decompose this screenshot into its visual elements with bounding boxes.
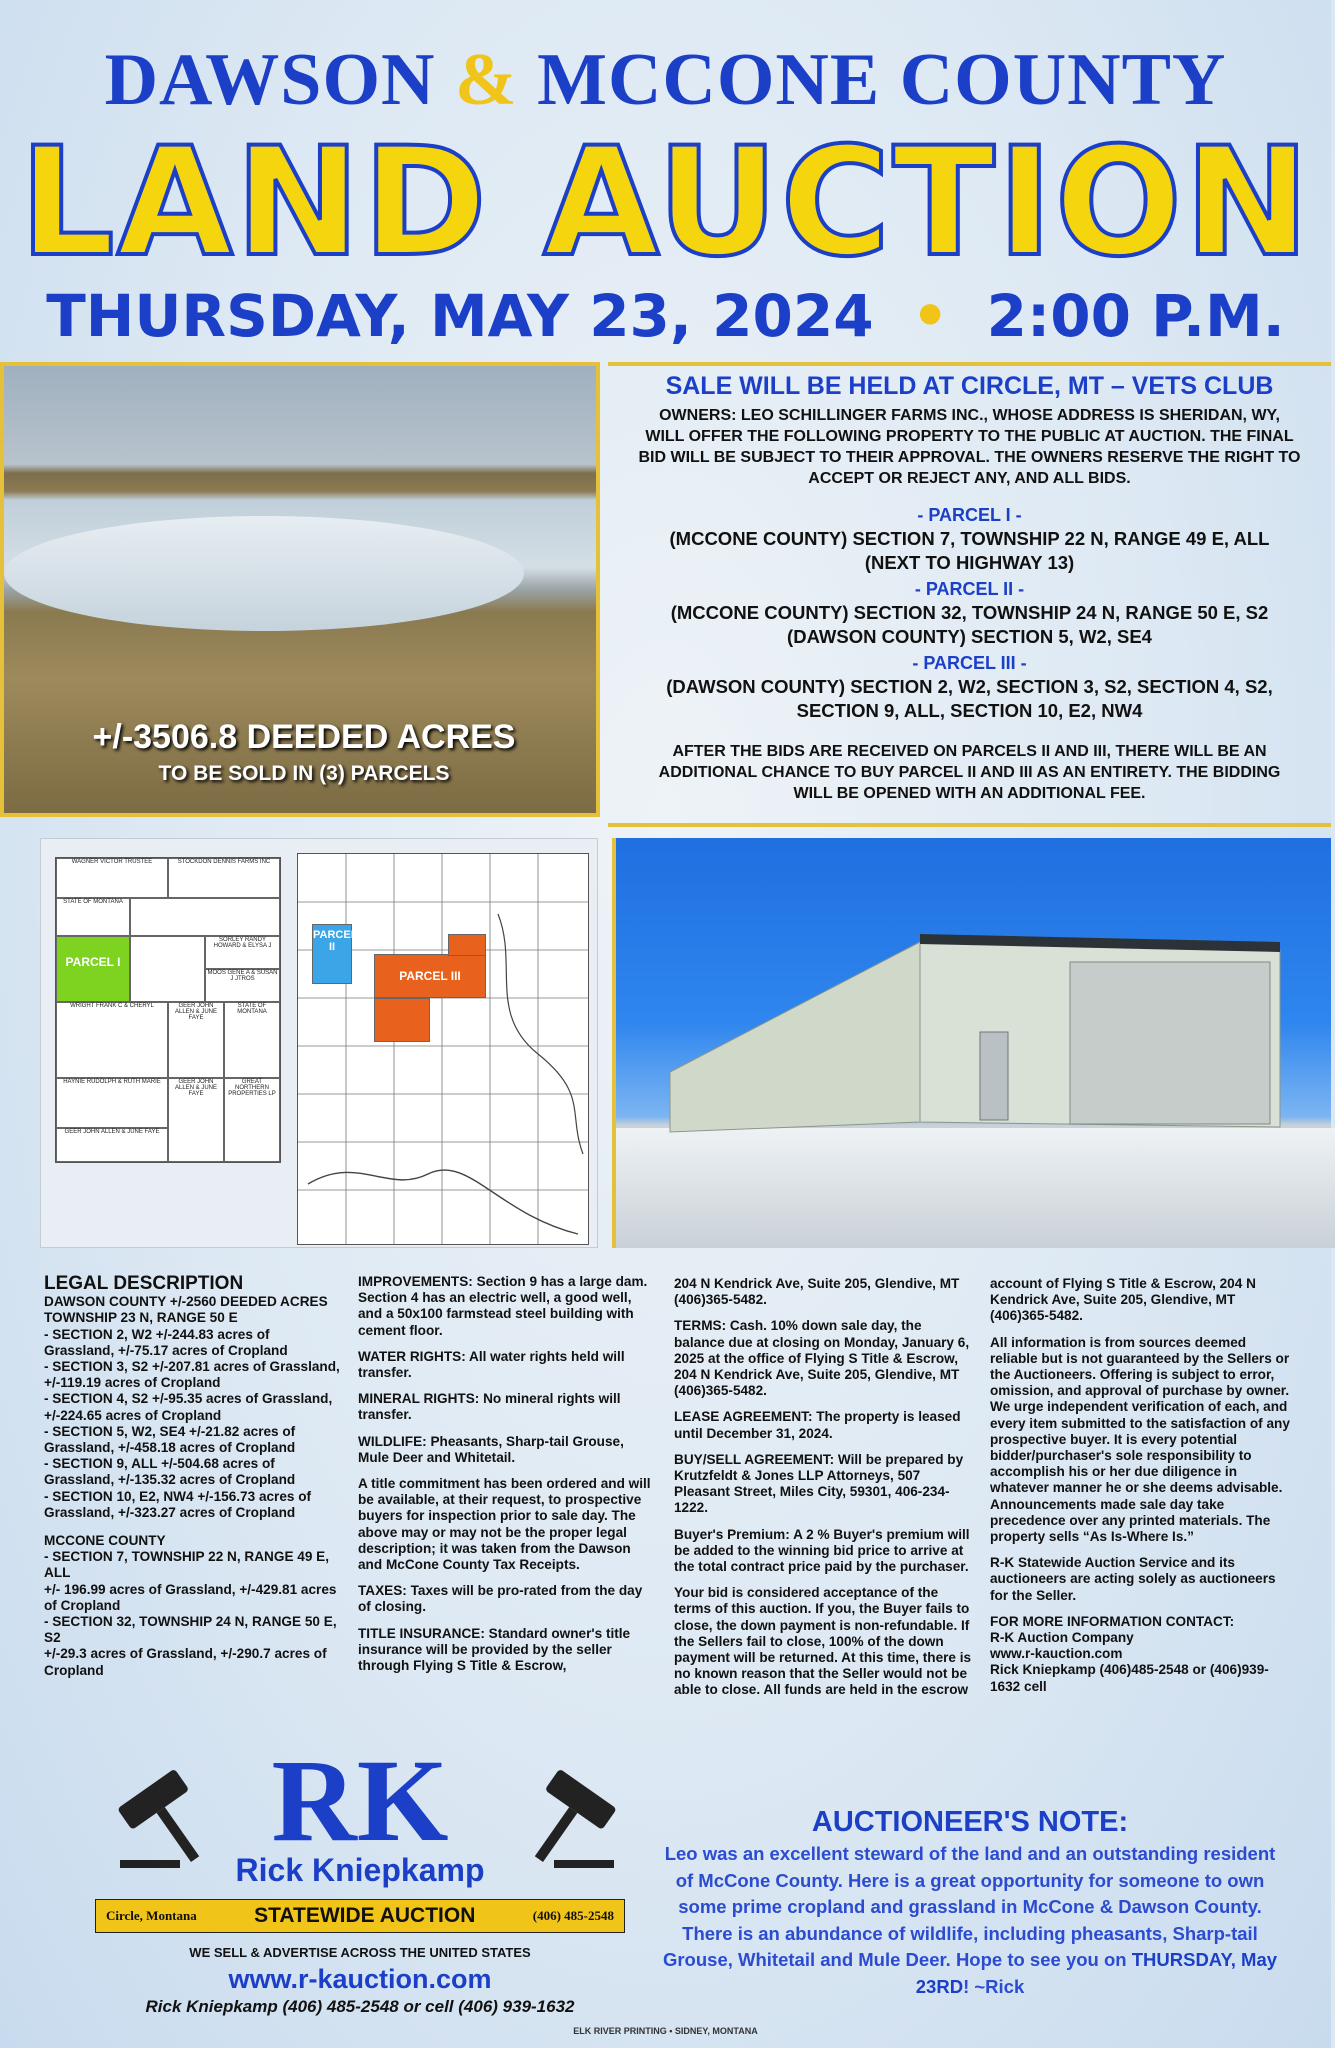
legal-description-column [44,1273,340,1679]
map-cell: GREAT NORTHERN PROPERTIES LP [224,1078,280,1162]
legal-line: TOWNSHIP 23 N, RANGE 50 E [44,1310,238,1326]
legal-line: DAWSON COUNTY +/-2560 DEEDED ACRES [44,1294,328,1310]
parcel-3-area-lower [374,998,430,1042]
terms-column-4 [990,1276,1290,1695]
owners-text: OWNERS: LEO SCHILLINGER FARMS INC., WHOSE ADDRESS IS SHERIDAN, WY, WILL OFFER THE FOLLOWING PROPERTY TO THE PUBLIC AT AUCTION. THE FINAL BID WILL BE SUBJECT TO THEIR APPROVAL. THE OWNERS RESERVE THE RIGHT TO ACCEPT OR REJECT ANY, AND ALL BIDS. [638,407,1301,487]
map-cell: STOCKDON DENNIS FARMS INC [168,858,280,898]
contact-website: www.r-kauction.com [990,1646,1123,1662]
contact-company: R-K Auction Company [990,1630,1134,1646]
parcel-3-area: PARCEL III [374,954,486,998]
parcel-2-line-1: (MCCONE COUNTY) SECTION 32, TOWNSHIP 24 N, RANGE 50 E, S2 [670,602,1269,623]
parcel-2-area: PARCEL II [312,924,352,984]
legal-line: +/-29.3 acres of Grassland, +/-290.7 acres of Cropland [44,1646,327,1678]
rk-auction-logo [90,1735,630,2016]
parcel-2-line-2: (DAWSON COUNTY) SECTION 5, W2, SE4 [787,626,1152,647]
legal-line: MCCONE COUNTY [44,1533,166,1549]
parcel-2-heading: - PARCEL II - [914,579,1025,599]
lake-photo [0,362,600,817]
note-date: THURSDAY, May 23RD [915,1949,1278,1997]
printer-credit: ELK RIVER PRINTING • SIDNEY, MONTANA [573,2026,758,2036]
wildlife-text: WILDLIFE: Pheasants, Sharp-tail Grouse, Mule Deer and Whitetail. [358,1433,624,1465]
lake-shape [4,516,524,631]
parcel-1-line-1: (MCCONE COUNTY) SECTION 7, TOWNSHIP 22 N, RANGE 49 E, ALL [669,528,1270,549]
county-header: DAWSON & MCCONE COUNTY [104,39,1227,121]
legal-line: - SECTION 2, W2 +/-244.83 acres of Grassland, +/-75.17 acres of Cropland [44,1326,288,1358]
parcels-caption: TO BE SOLD IN (3) PARCELS [158,762,450,785]
legal-line: - SECTION 4, S2 +/-95.35 acres of Grassland, +/-224.65 acres of Cropland [44,1391,333,1423]
escrow-address-text: 204 N Kendrick Ave, Suite 205, Glendive, MT (406)365-5482. [674,1276,960,1308]
legal-line: +/- 196.99 acres of Grassland, +/-429.81 acres of Cropland [44,1581,337,1613]
parcel-3-line-2: SECTION 9, ALL, SECTION 10, E2, NW4 [796,700,1143,721]
water-rights-text: WATER RIGHTS: All water rights held will transfer. [358,1348,625,1381]
logo-phone: (406) 485-2548 [532,1908,614,1923]
legal-line: - SECTION 5, W2, SE4 +/-21.82 acres of Grassland, +/-458.18 acres of Cropland [44,1423,296,1456]
terms-column-3 [674,1276,972,1709]
map-cell [130,936,205,1002]
note-heading: AUCTIONEER'S NOTE: [811,1806,1129,1838]
deeded-acres-caption: +/-3506.8 DEEDED ACRES [92,718,516,756]
plat-map-mccone [55,857,281,1163]
parcel-3-heading: - PARCEL III - [912,653,1027,673]
map-cell [130,898,280,936]
parcel-3-line-1: (DAWSON COUNTY) SECTION 2, W2, SECTION 3, S2, SECTION 4, S2, [666,676,1273,697]
logo-city: Circle, Montana [106,1908,197,1923]
parcel-3-area-upper [448,934,486,956]
lease-text: LEASE AGREEMENT: The property is leased until December 31, 2024. [674,1409,961,1441]
disclaimer-text: All information is from sources deemed reliable but is not guaranteed by the Sellers or the Auctioneers. Offering is subject to error, omission, and approval of purchase by owner. We urge independent verification of each, and every item submitted to the satisfaction of any prospective buyer. It is every potential bidder/purchaser's sole responsibility to accomplish his or her due diligence in whatever manner he or she deems advisable. Announcements made sale day take precedence over any printed materials. The property sells “As Is-Where Is.” [990,1334,1290,1545]
map-cell: SORLEY RANDY HOWARD & ELYSA J [205,936,280,969]
parcel-1-heading: - PARCEL I - [917,505,1022,525]
legal-line: - SECTION 10, E2, NW4 +/-156.73 acres of Grassland, +/-323.27 acres of Cropland [44,1488,312,1520]
bid-acceptance-text: Your bid is considered acceptance of the terms of this auction. If you, the Buyer fails to close, the down payment is non-refundable. If the Sellers fail to close, 100% of the down payment will be returned. At this time, there is no known reason that the Seller would not be able to close. All funds are held in the escrow [674,1585,972,1698]
plat-maps [40,838,598,1248]
auctioneer-role-text: R-K Statewide Auction Service and its auctioneers are acting solely as auctioneers for the Seller. [990,1555,1276,1603]
plat-grid [298,854,588,1244]
steel-building [670,922,1280,1162]
map-cell: WRIGHT FRANK C & CHERYL [56,1002,168,1078]
plat-map-dawson [297,853,589,1245]
title-insurance-text: TITLE INSURANCE: Standard owner's title insurance will be provided by the seller through Flying S Title & Escrow, [358,1625,631,1674]
buyers-premium-text: Buyer's Premium: A 2 % Buyer's premium will be added to the winning bid price to arrive at the total contract price paid by the purchaser. [674,1526,970,1575]
statewide-band [95,1899,625,1933]
map-cell: STATE OF MONTANA [56,898,130,936]
parcel-1-area: PARCEL I [56,936,130,1002]
note-text: Leo was an excellent steward of the land and an outstanding resident of McCone County. Here is a great opportunity for someone to own some prime cropland and grassland in McCone & Dawson County. There is an abundance of wildlife, including pheasants, Sharp-tail Grouse, Whitetail and Mule Deer. Hope to see you on THURSDAY, May 23RD! ~Rick [662,1843,1278,1997]
legal-heading: LEGAL DESCRIPTION [44,1273,244,1294]
we-sell-tagline: WE SELL & ADVERTISE ACROSS THE UNITED STATES [189,1945,531,1960]
auctioneer-name: Rick Kniepkamp [235,1852,485,1888]
logo-statewide: STATEWIDE AUCTION [254,1904,476,1927]
contact-phones: Rick Kniepkamp (406)485-2548 or (406)939-1632 cell [990,1662,1269,1694]
steel-building-photo [612,838,1331,1248]
parcel-1-line-2: (NEXT TO HIGHWAY 13) [864,552,1075,573]
terms-text: TERMS: Cash. 10% down sale day, the balance due at closing on Monday, January 6, 2025 at the office of Flying S Title & Escrow, 204 N Kendrick Ave, Suite 205, Glendive, MT (406)365-5482. [674,1318,970,1399]
map-cell: GEER JOHN ALLEN & JUNE FAYE [168,1078,224,1162]
mineral-rights-text: MINERAL RIGHTS: No mineral rights will transfer. [358,1391,621,1423]
phone-numbers: Rick Kniepkamp (406) 485-2548 or cell (406) 939-1632 [145,1997,575,2016]
auctioneers-note [660,1806,1280,2000]
map-cell: GEER JOHN ALLEN & JUNE FAYE [56,1128,168,1162]
map-cell: WAGNER VICTOR TRUSTEE [56,858,168,898]
entirety-note: AFTER THE BIDS ARE RECEIVED ON PARCELS II AND III, THERE WILL BE AN ADDITIONAL CHANCE TO BUY PARCEL II AND III AS AN ENTIRETY. THE BIDDING WILL BE OPENED WITH AN ADDITIONAL FEE. [658,743,1281,802]
legal-line: - SECTION 32, TOWNSHIP 24 N, RANGE 50 E, S2 [44,1614,337,1646]
date-time-line: THURSDAY, MAY 23, 2024 • 2:00 P.M. [46,282,1285,350]
escrow-account-text: account of Flying S Title & Escrow, 204 N Kendrick Ave, Suite 205, Glendive, MT (406)365-5482. [990,1276,1256,1324]
contact-heading: FOR MORE INFORMATION CONTACT: [990,1613,1235,1629]
website-link[interactable]: www.r-kauction.com [228,1964,492,1994]
title-commitment-text: A title commitment has been ordered and will be available, at their request, to prospective buyers for inspection prior to sale day. The above may or may not be the proper legal description; it was taken from the Dawson and McCone County Tax Receipts. [358,1476,651,1573]
terms-column-2 [358,1274,658,1684]
land-auction-title: LAND AUCTION [19,116,1312,290]
rk-letters: RK [271,1735,449,1866]
map-cell: HAYNIE RUDOLPH & RUTH MARIE [56,1078,168,1128]
legal-line: - SECTION 7, TOWNSHIP 22 N, RANGE 49 E, ALL [44,1549,330,1581]
taxes-text: TAXES: Taxes will be pro-rated from the day of closing. [358,1583,643,1615]
legal-line: - SECTION 9, ALL +/-504.68 acres of Grassland, +/-135.32 acres of Cropland [44,1456,296,1488]
map-cell: STATE OF MONTANA [224,1002,280,1078]
sale-location-title: SALE WILL BE HELD AT CIRCLE, MT – VETS CLUB [665,372,1274,400]
sale-info-panel [608,362,1331,827]
map-cell: MOOS GENE A & SUSAN J JTROS [205,969,280,1002]
map-cell: GEER JOHN ALLEN & JUNE FAYE [168,1002,224,1078]
buy-sell-text: BUY/SELL AGREEMENT: Will be prepared by Krutzfeldt & Jones LLP Attorneys, 507 Pleasant Street, Miles City, 59301, 406-234-1222. [674,1451,964,1516]
legal-line: - SECTION 3, S2 +/-207.81 acres of Grassland, +/-119.19 acres of Cropland [44,1359,340,1391]
improvements-text: IMPROVEMENTS: Section 9 has a large dam. Section 4 has an electric well, a good well, and a 50x100 farmstead steel building with cement floor. [358,1274,648,1338]
